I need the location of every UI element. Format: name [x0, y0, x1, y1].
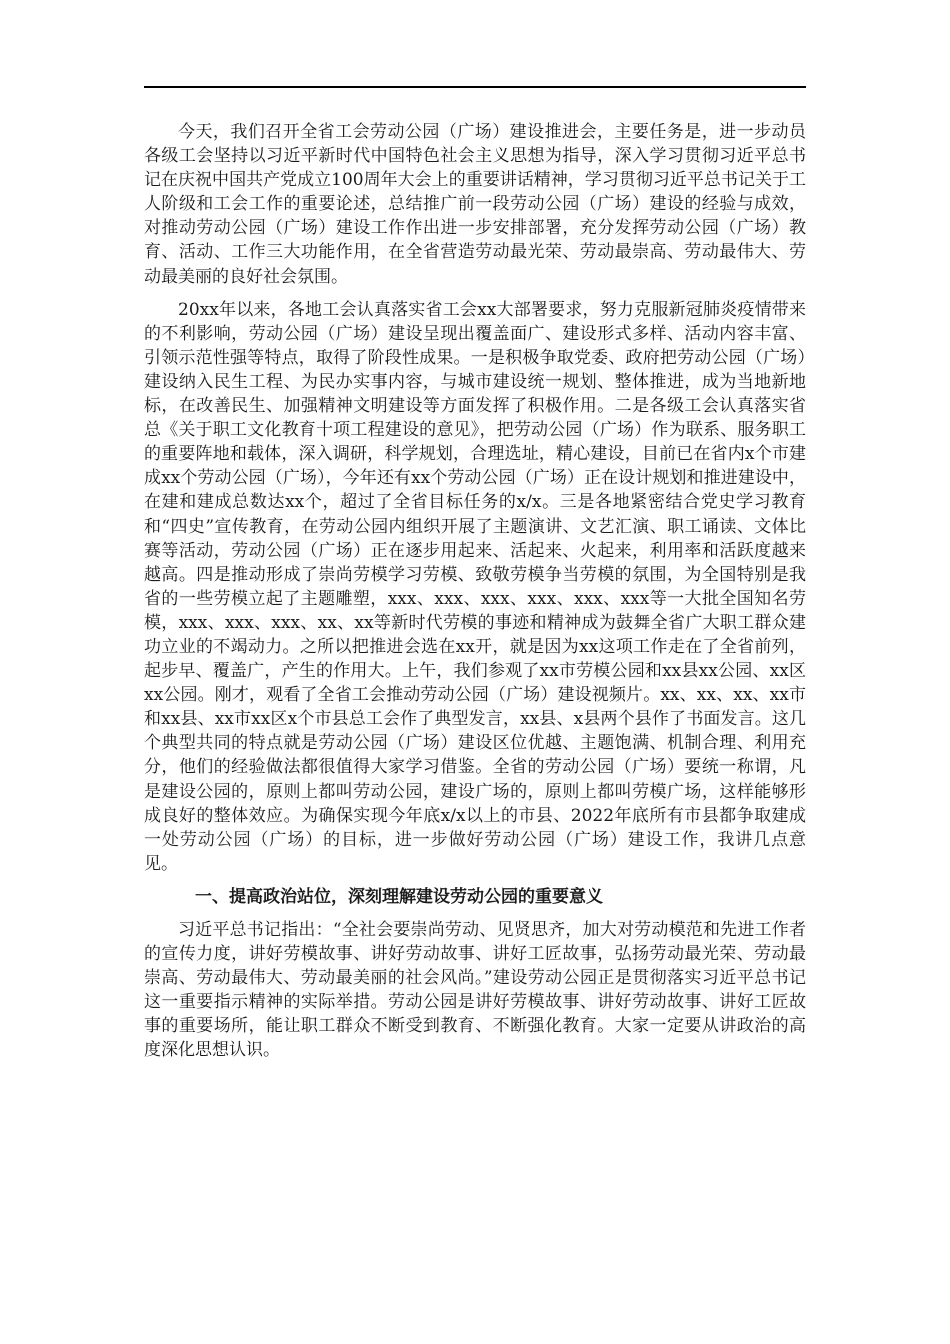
intro-paragraph: 今天，我们召开全省工会劳动公园（广场）建设推进会，主要任务是，进一步动员各级工会坚持以习近平新时代中国特色社会主义思想为指导，深入学习贯彻习近平总书记在庆祝中国共产党成立100周年大会上的重要讲话精神，学习贯彻习近平总书记关于工人阶级和工会工作的重要论述，总结推广前一段劳动公园（广场）建设的经验与成效，对推动劳动公园（广场）建设工作作出进一步安排部署，充分发挥劳动公园（广场）教育、活动、工作三大功能作用，在全省营造劳动最光荣、劳动最崇高、劳动最伟大、劳动最美丽的良好社会氛围。 [144, 122, 806, 287]
progress-paragraph: 20xx年以来，各地工会认真落实省工会xx大部署要求，努力克服新冠肺炎疫情带来的不利影响，劳动公园（广场）建设呈现出覆盖面广、建设形式多样、活动内容丰富、引领示范性强等特点，取得了阶段性成果。一是积极争取党委、政府把劳动公园（广场）建设纳入民生工程、为民办实事内容，与城市建设统一规划、整体推进，成为当地新地标，在改善民生、加强精神文明建设等方面发挥了积极作用。二是各级工会认真落实省总《关于职工文化教育十项工程建设的意见》，把劳动公园（广场）作为联系、服务职工的重要阵地和载体，深入调研，科学规划，合理选址，精心建设，目前已在省内x个市建成xx个劳动公园（广场），今年还有xx个劳动公园（广场）正在设计规划和推进建设中，在建和建成总数达xx个，超过了全省目标任务的x/x。三是各地紧密结合党史学习教育和“四史”宣传教育，在劳动公园内组织开展了主题演讲、文艺汇演、职工诵读、文体比赛等活动，劳动公园（广场）正在逐步用起来、活起来、火起来，利用率和活跃度越来越高。四是推动形成了崇尚劳模学习劳模、致敬劳模争当劳模的氛围，为全国特别是我省的一些劳模立起了主题雕塑，xxx、xxx、xxx、xxx、xxx、xxx等一大批全国知名劳模，xxx、xxx、xxx、xx、xx等新时代劳模的事迹和精神成为鼓舞全省广大职工群众建功立业的不竭动力。之所以把推进会选在xx开，就是因为xx这项工作走在了全省前列，起步早、覆盖广，产生的作用大。上午，我们参观了xx市劳模公园和xx县xx公园、xx区xx公园。刚才，观看了全省工会推动劳动公园（广场）建设视频片。xx、xx、xx、xx市和xx县、xx市xx区x个市县总工会作了典型发言，xx县、x县两个县作了书面发言。这几个典型共同的特点就是劳动公园（广场）建设区位优越、主题饱满、机制合理、利用充分，他们的经验做法都很值得大家学习借鉴。全省的劳动公园（广场）要统一称谓，凡是建设公园的，原则上都叫劳动公园，建设广场的，原则上都叫劳模广场，这样能够形成良好的整体效应。为确保实现今年底x/x以上的市县、2022年底所有市县都争取建成一处劳动公园（广场）的目标，进一步做好劳动公园（广场）建设工作，我讲几点意见。 [144, 299, 806, 874]
section-paragraph: 习近平总书记指出：“全社会要崇尚劳动、见贤思齐，加大对劳动模范和先进工作者的宣传力度，讲好劳模故事、讲好劳动故事、讲好工匠故事，弘扬劳动最光荣、劳动最崇高、劳动最伟大、劳动最美丽的社会风尚。”建设劳动公园正是贯彻落实习近平总书记这一重要指示精神的实际举措。劳动公园是讲好劳模故事、讲好劳动故事、讲好工匠故事的重要场所，能让职工群众不断受到教育、不断强化教育。大家一定要从讲政治的高度深化思想认识。 [144, 920, 806, 1061]
section-heading: 一、提高政治站位，深刻理解建设劳动公园的重要意义 [195, 886, 603, 907]
document-body [144, 120, 806, 1072]
header-rule [144, 86, 806, 88]
